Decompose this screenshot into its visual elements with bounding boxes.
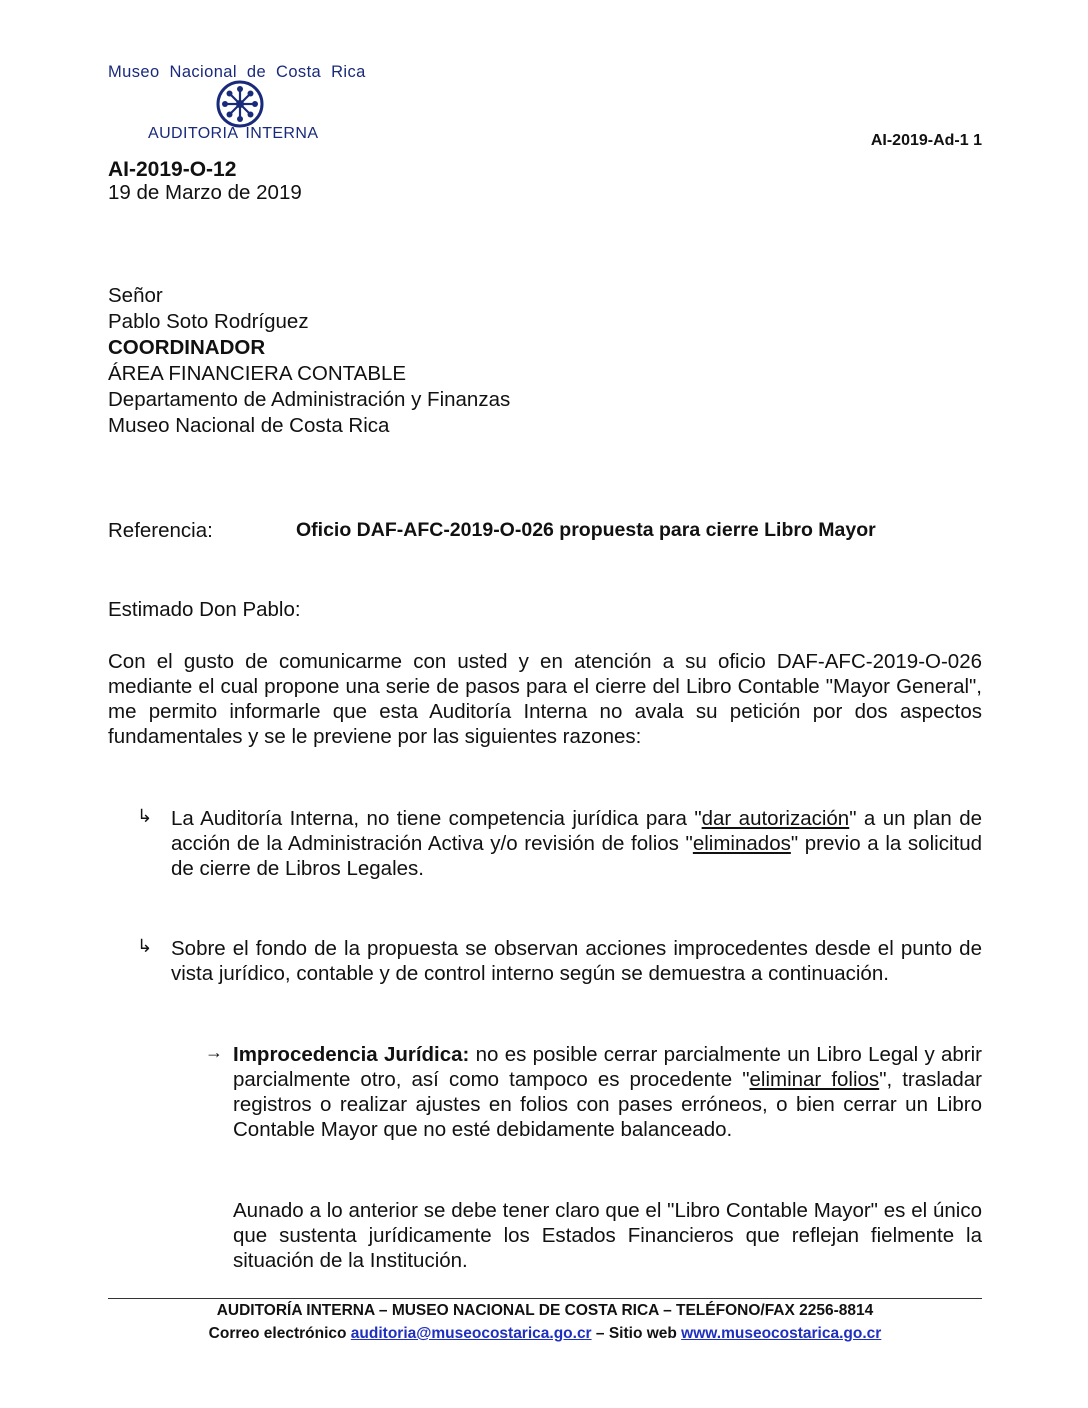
oficio-code: AI-2019-O-12	[108, 158, 237, 181]
bullet-item-proposal: Sobre el fondo de la propuesta se observan acciones improcedentes desde el punto de vista jurídico, contable y de control interno según se demuestra a continuación.	[171, 937, 982, 985]
document-reference: AI-2019-Ad-1 1	[870, 132, 982, 149]
sub-point-text: no es posible cerrar parcialmente un Libro Legal y abrir parcialmente otro, así como tampoco es procedente "	[233, 1043, 982, 1091]
email-label: Correo electrónico	[208, 1325, 351, 1342]
sub-point-lead: Improcedencia Jurídica:	[233, 1043, 470, 1066]
recipient-name: Pablo Soto Rodríguez	[108, 310, 309, 333]
underlined-term: eliminar folios	[749, 1068, 880, 1091]
sub-point-legal	[233, 1042, 982, 1142]
recipient-block	[108, 283, 510, 439]
bullet-item-competence	[171, 806, 982, 881]
sub-point-text: ", trasladar registros o realizar ajustes en folios con pases erróneos, o bien cerrar un Libro Contable Mayor que no esté debidamente balanceado.	[233, 1068, 982, 1141]
underlined-term: eliminados	[692, 832, 791, 855]
email-link[interactable]: auditoria@museocostarica.go.cr	[350, 1325, 592, 1342]
footer-separator: – Sitio web	[591, 1325, 682, 1342]
letterhead-institution: Museo Nacional de Costa Rica	[108, 63, 366, 81]
sub-arrow-icon: →	[205, 1042, 223, 1062]
bullet-text: " a un plan de acción de la Administración Activa y/o revisión de folios "	[171, 807, 982, 855]
footer-links-line	[108, 1325, 982, 1343]
bullet-text: " previo a la solicitud de cierre de Libros Legales.	[171, 832, 982, 880]
recipient-department: Departamento de Administración y Finanzas	[108, 388, 511, 411]
bullet-arrow-icon: ↳	[137, 936, 153, 956]
bullet-arrow-icon: ↳	[137, 806, 153, 826]
footer-contact-line: AUDITORÍA INTERNA – MUSEO NACIONAL DE COSTA RICA – TELÉFONO/FAX 2256-8814	[216, 1302, 874, 1319]
recipient-title: Señor	[108, 284, 163, 307]
recipient-position: COORDINADOR	[108, 336, 266, 359]
reference-text: Oficio DAF-AFC-2019-O-026 propuesta para cierre Libro Mayor	[296, 519, 876, 541]
museum-seal-icon	[214, 80, 266, 128]
recipient-area: ÁREA FINANCIERA CONTABLE	[108, 362, 407, 385]
letter-date: 19 de Marzo de 2019	[108, 181, 302, 204]
intro-paragraph: Con el gusto de comunicarme con usted y en atención a su oficio DAF-AFC-2019-O-026 mediante el cual propone una serie de pasos para el cierre del Libro Contable "Mayor General", me permito informarle que esta Auditoría Interna no avala su petición por dos aspectos fundamentales y se le previene por las siguientes razones:	[108, 650, 982, 748]
underlined-term: dar autorización	[701, 807, 850, 830]
letterhead-department: AUDITORIA INTERNA	[148, 125, 319, 142]
recipient-institution: Museo Nacional de Costa Rica	[108, 414, 390, 437]
greeting: Estimado Don Pablo:	[108, 598, 301, 621]
bullet-text: La Auditoría Interna, no tiene competencia jurídica para "	[171, 807, 702, 830]
sub-point-paragraph: Aunado a lo anterior se debe tener claro que el "Libro Contable Mayor" es el único que sustenta jurídicamente los Estados Financieros que reflejan fielmente la situación de la Institución.	[233, 1199, 982, 1272]
website-link[interactable]: www.museocostarica.go.cr	[681, 1325, 882, 1342]
footer-divider	[108, 1298, 982, 1299]
reference-label: Referencia:	[108, 519, 213, 542]
